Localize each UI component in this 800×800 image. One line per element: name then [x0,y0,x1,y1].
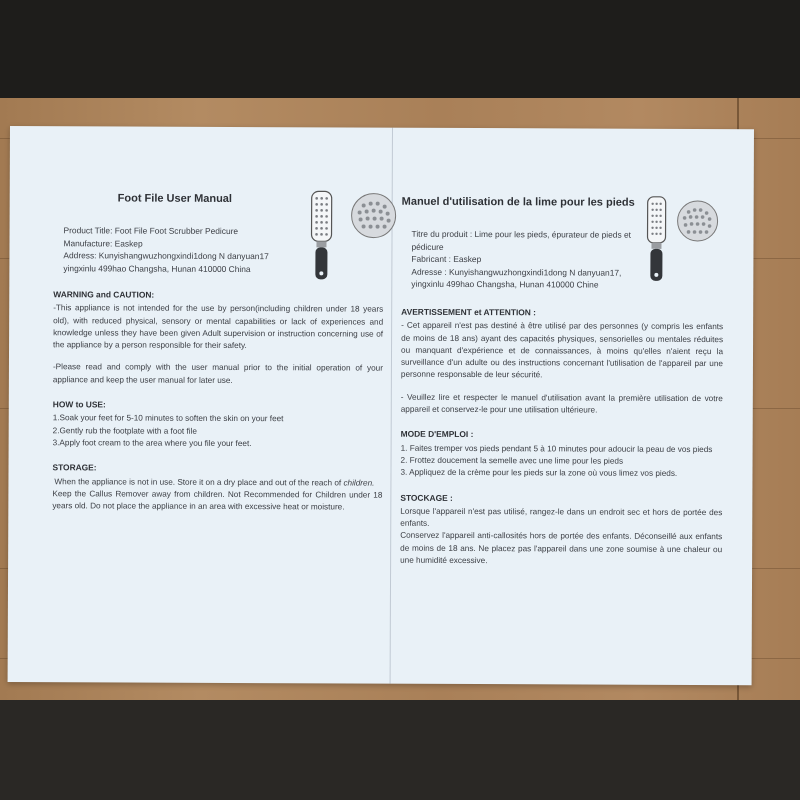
storage-heading: STORAGE: [52,462,97,473]
warning-paragraph: - Cet appareil n'est pas destiné à être utilisé par des personnes (y compris les enfants de moins de 18 ans) ayant des capacités physiques, sensorielles ou mentales réduites ou manquant d'expérience et de connaissances, à moins qu'elles n'aient reçu la surveillance d'un adulte ou des instructions concernant l'utilisation de l'appareil par une personne responsable de leur sécurité. [400,321,724,380]
how-to-heading: HOW to USE: [52,399,106,410]
manual-sheet [8,126,754,685]
storage-paragraph: Lorsque l'appareil n'est pas utilisé, rangez-le dans un endroit sec et hors de portée des enfants. [400,506,723,528]
storage-text: When the appliance is not in use. Store it on a dry place and out of the reach of [54,476,344,488]
how-to-step: 3.Apply foot cream to the area where you file your feet. [52,438,252,449]
product-title-line: Titre du produit : Lime pour les pieds, épurateur de pieds et pédicure [411,228,631,252]
english-title: Foot File User Manual [117,192,233,205]
address-line: Address: Kunyishangwuzhongxindi1dong N danyuan17 yingxinlu 499hao Changsha, Hunan 410000 China [63,250,269,274]
french-title: Manuel d'utilisation de la lime pour les pieds [401,195,635,209]
storage-heading: STOCKAGE : [400,492,453,503]
french-body [400,306,723,581]
foot-file-illustration [303,189,415,281]
foot-file-icon [643,195,723,292]
foot-file-illustration [643,195,723,287]
storage-text-italic: children. [343,478,375,488]
how-to-section [53,398,383,451]
how-to-step: 2. Frottez doucement la semelle avec une lime pour les pieds [400,455,624,466]
product-title-line: Product Title: Foot File Foot Scrubber Pedicure [63,225,239,236]
storage-section [400,491,722,568]
french-product-info [411,228,641,292]
english-body [52,288,383,526]
warning-paragraph: -This appliance is not intended for the use by person(including children under 18 years old), with reduced physical, sensory or mental capabilities or lack of experiences and knowledge unless they have been given Adult supervision or instruction concerning use of the appliance by a person responsible for their safety. [53,303,384,351]
french-column [400,128,724,566]
address-line: Adresse : Kunyishangwuzhongxindi1dong N danyuan17, yingxinlu 499hao Changsha, Hunan 410000 Chine [411,266,622,290]
storage-section [52,461,382,514]
foot-file-icon [303,189,415,286]
how-to-step: 2.Gently rub the footplate with a foot file [52,425,197,436]
storage-paragraph: Conservez l'appareil anti-callosités hors de portée des enfants. Déconseillé aux enfants de moins de 18 ans. Ne placez pas l'appareil dans une zone soumise à une chaleur ou une humidité excessive. [400,531,723,566]
manual-paragraph: - Veuillez lire et respecter le manuel d'utilisation avant la première utilisation de votre appareil et conservez-le pour une utilisation ultérieure. [400,392,723,415]
floor [0,700,800,800]
warning-heading: WARNING and CAUTION: [53,289,155,300]
maker-line: Fabricant : Easkep [411,253,482,265]
how-to-step: 1.Soak your feet for 5-10 minutes to soften the skin on your feet [52,413,284,424]
storage-paragraph: Keep the Callus Remover away from children. Not Recommended for Children under 18 years old. Do not place the appliance in an area with excessive heat or moisture. [52,489,383,512]
how-to-step: 1. Faites tremper vos pieds pendant 5 à 10 minutes pour adoucir la peau de vos pieds [400,443,713,454]
how-to-heading: MODE D'EMPLOI : [400,429,474,440]
manual-paragraph: -Please read and comply with the user manual prior to the initial operation of your appliance and keep the user manual for later use. [52,362,383,385]
manufacture-line: Manufacture: Easkep [63,237,143,249]
warning-heading: AVERTISSEMENT et ATTENTION : [401,306,536,318]
how-to-step: 3. Appliquez de la crème pour les pieds sur la zone où vous limez vos pieds. [400,467,678,479]
warning-section [53,288,383,388]
english-product-info [63,224,293,275]
how-to-section [400,428,722,481]
warning-section [401,306,723,418]
